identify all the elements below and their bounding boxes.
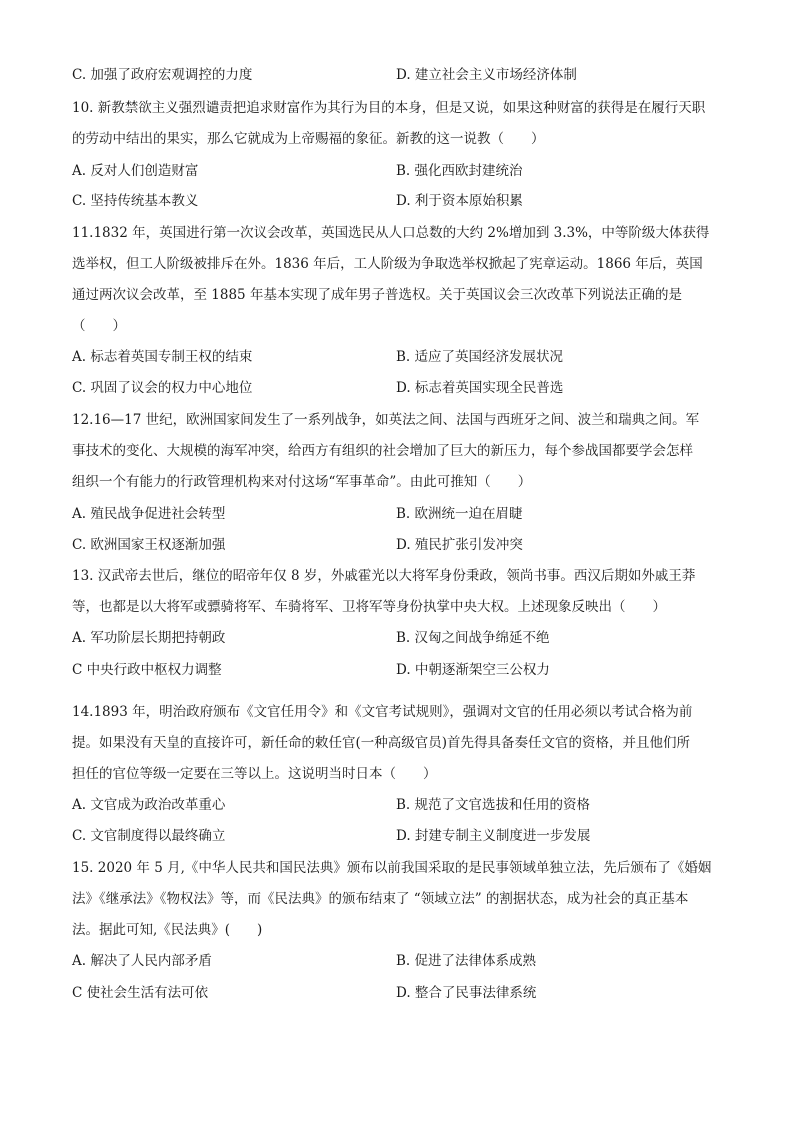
q10-stem-line-2: 的劳动中结出的果实，那么它就成为上帝赐福的象征。新教的这一说教（ ） bbox=[72, 131, 545, 147]
q15-option-d: D. 整合了民事法律系统 bbox=[396, 985, 537, 1001]
q12-option-c: C. 欧洲国家王权逐渐加强 bbox=[72, 537, 226, 553]
q15-option-c: C 使社会生活有法可依 bbox=[72, 985, 209, 1001]
q11-stem-line-1: 11.1832 年，英国进行第一次议会改革，英国选民从人口总数的大约 2%增加到 3.3%，中等阶级大体获得 bbox=[72, 225, 710, 241]
q11-stem-line-4: （ ） bbox=[72, 318, 126, 334]
q14-option-b: B. 规范了文官选拔和任用的资格 bbox=[396, 797, 591, 813]
q12-option-d: D. 殖民扩张引发冲突 bbox=[396, 537, 523, 553]
q12-option-a: A. 殖民战争促进社会转型 bbox=[72, 506, 226, 522]
q12-option-b: B. 欧洲统一迫在眉睫 bbox=[396, 506, 523, 522]
q9-option-c: C. 加强了政府宏观调控的力度 bbox=[72, 67, 253, 83]
q15-stem-line-2: 法》《继承法》《物权法》等，而《民法典》的颁布结束了 “领域立法” 的割据状态，成为社会的真正基本 bbox=[72, 891, 689, 907]
q11-option-d: D. 标志着英国实现全民普选 bbox=[396, 380, 564, 396]
q12-stem-line-3: 组织一个有能力的行政管理机构来对付这场“军事革命”。由此可推知（ ） bbox=[72, 474, 532, 490]
q12-stem-line-2: 事技术的变化、大规模的海军冲突，给西方有组织的社会增加了巨大的新压力，每个参战国都要学会怎样 bbox=[72, 443, 693, 459]
q14-stem-line-2: 提。如果没有天皇的直接许可，新任命的敕任官(一种高级官员)首先得具备奏任文官的资格，并且他们所 bbox=[72, 735, 691, 751]
q13-stem-line-1: 13. 汉武帝去世后，继位的昭帝年仅 8 岁，外戚霍光以大将军身份秉政，领尚书事。西汉后期如外戚王莽 bbox=[72, 568, 696, 584]
q14-stem-line-1: 14.1893 年，明治政府颁布《文官任用令》和《文官考试规则》，强调对文官的任用必须以考试合格为前 bbox=[72, 704, 693, 720]
q15-option-a: A. 解决了人民内部矛盾 bbox=[72, 953, 212, 969]
q15-option-b: B. 促进了法律体系成熟 bbox=[396, 953, 537, 969]
q14-option-d: D. 封建专制主义制度进一步发展 bbox=[396, 828, 591, 844]
q11-option-c: C. 巩固了议会的权力中心地位 bbox=[72, 380, 253, 396]
q14-option-c: C. 文官制度得以最终确立 bbox=[72, 828, 226, 844]
q13-option-a: A. 军功阶层长期把持朝政 bbox=[72, 630, 226, 646]
q14-option-a: A. 文官成为政治改革重心 bbox=[72, 797, 226, 813]
q10-stem-line-1: 10. 新教禁欲主义强烈谴责把追求财富作为其行为目的本身，但是又说，如果这种财富的获得是在履行天职 bbox=[72, 100, 706, 116]
q11-stem-line-2: 选举权，但工人阶级被排斥在外。1836 年后，工人阶级为争取选举权掀起了宪章运动。1866 年后，英国 bbox=[72, 256, 703, 272]
q10-option-d: D. 利于资本原始积累 bbox=[396, 193, 523, 209]
q13-option-c: C 中央行政中枢权力调整 bbox=[72, 662, 222, 678]
q15-stem-line-1: 15. 2020 年 5 月,《中华人民共和国民法典》颁布以前我国采取的是民事领域单独立法，先后颁布了《婚姻 bbox=[72, 860, 712, 876]
q10-option-a: A. 反对人们创造财富 bbox=[72, 163, 199, 179]
q10-option-c: C. 坚持传统基本教义 bbox=[72, 193, 199, 209]
q11-option-a: A. 标志着英国专制王权的结束 bbox=[72, 349, 253, 365]
q13-option-d: D. 中朝逐渐架空三公权力 bbox=[396, 662, 550, 678]
q9-option-d: D. 建立社会主义市场经济体制 bbox=[396, 67, 577, 83]
q11-stem-line-3: 通过两次议会改革，至 1885 年基本实现了成年男子普选权。关于英国议会三次改革下列说法正确的是 bbox=[72, 287, 682, 303]
q11-option-b: B. 适应了英国经济发展状况 bbox=[396, 349, 564, 365]
q15-stem-line-3: 法。据此可知,《民法典》( ) bbox=[72, 922, 263, 938]
q13-stem-line-2: 等，也都是以大将军或骠骑将军、车骑将军、卫将军等身份执掌中央大权。上述现象反映出（ ） bbox=[72, 599, 666, 615]
q12-stem-line-1: 12.16—17 世纪，欧洲国家间发生了一系列战争，如英法之间、法国与西班牙之间、波兰和瑞典之间。军 bbox=[72, 412, 700, 428]
q13-option-b: B. 汉匈之间战争绵延不绝 bbox=[396, 630, 550, 646]
q10-option-b: B. 强化西欧封建统治 bbox=[396, 163, 523, 179]
q14-stem-line-3: 担任的官位等级一定要在三等以上。这说明当时日本（ ） bbox=[72, 766, 437, 782]
